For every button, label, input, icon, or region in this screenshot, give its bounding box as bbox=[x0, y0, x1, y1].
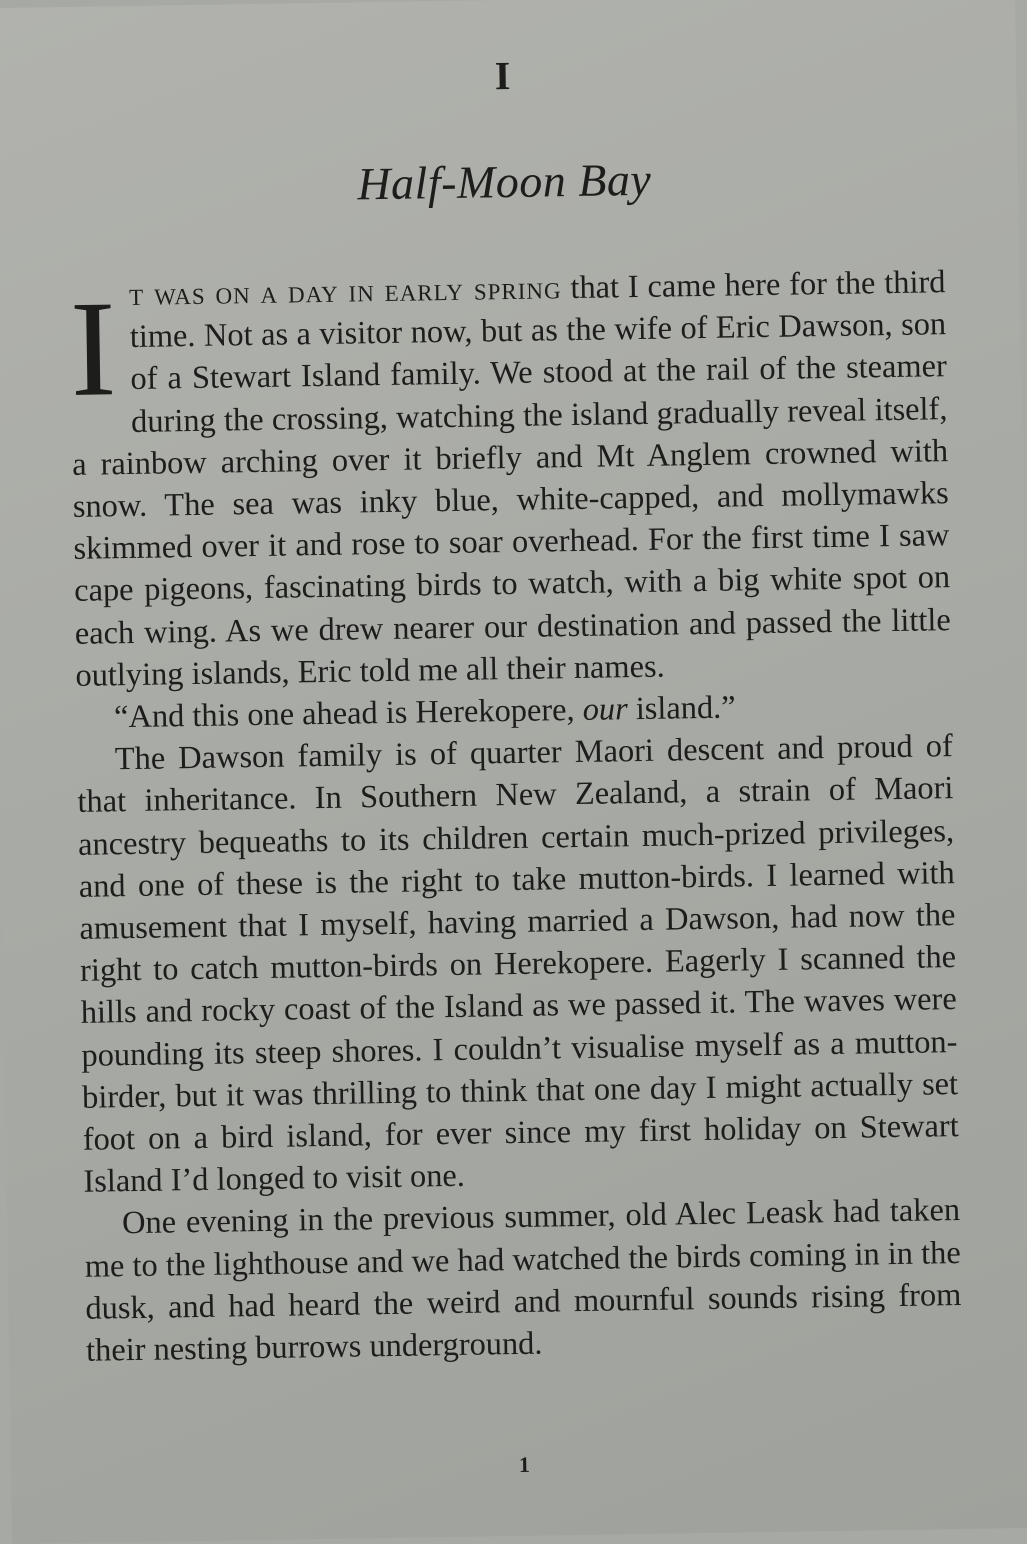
quote-emphasis: our bbox=[582, 691, 628, 728]
page-number: 1 bbox=[518, 1451, 531, 1477]
paragraph-4: One evening in the previous summer, old Alec Leask had taken me to the lighthouse and we had watched the birds coming in in the dusk, and had heard the weird and mournful sounds rising from their nesting burrows underground. bbox=[84, 1192, 962, 1369]
paragraph-1 bbox=[69, 261, 952, 697]
paragraph-1-text: that I came here for the third time. Not as a visitor now, but as the wife of Eric Dawson, son of a Stewart Island family. We stood at the rail of the steamer during the crossing, watching the island gradually reveal itself, a rainbow arching over it briefly and Mt Anglem crowned with snow. The sea was inky blue, white-capped, and mollymawks skimmed over it and rose to soar overhead. For the first time I saw cape pigeons, fascinating birds to watch, with a big white spot on each wing. As we drew nearer our destination and passed the little outlying islands, Eric told me all their names. bbox=[71, 264, 952, 694]
drop-cap: I bbox=[69, 272, 118, 425]
chapter-title: Half-Moon Bay bbox=[356, 153, 652, 210]
chapter-number: I bbox=[494, 52, 511, 99]
quote-after: island.” bbox=[627, 689, 736, 728]
quote-before: “And this one ahead is Herekopere, bbox=[113, 691, 583, 736]
body-text bbox=[69, 261, 962, 1372]
paragraph-3: The Dawson family is of quarter Maori descent and proud of that inheritance. In Southern New Zealand, a strain of Maori ancestry bequeaths to its children certain much-prized privileges, and one of these is the right to take mutton-birds. I learned with amusement that I myself, having married a Dawson, had now the right to catch mutton-birds on Herekopere. Eagerly I scanned the hills and rocky coast of the Island as we passed it. The waves were pounding its steep shores. I couldn’t visualise myself as a mutton-birder, but it was thrilling to think that one day I might actually set foot on a bird island, for ever since my first holiday on Stewart Island I’d longed to visit one. bbox=[77, 728, 959, 1201]
lead-in-small-caps: t was on a day in early spring bbox=[128, 270, 562, 313]
